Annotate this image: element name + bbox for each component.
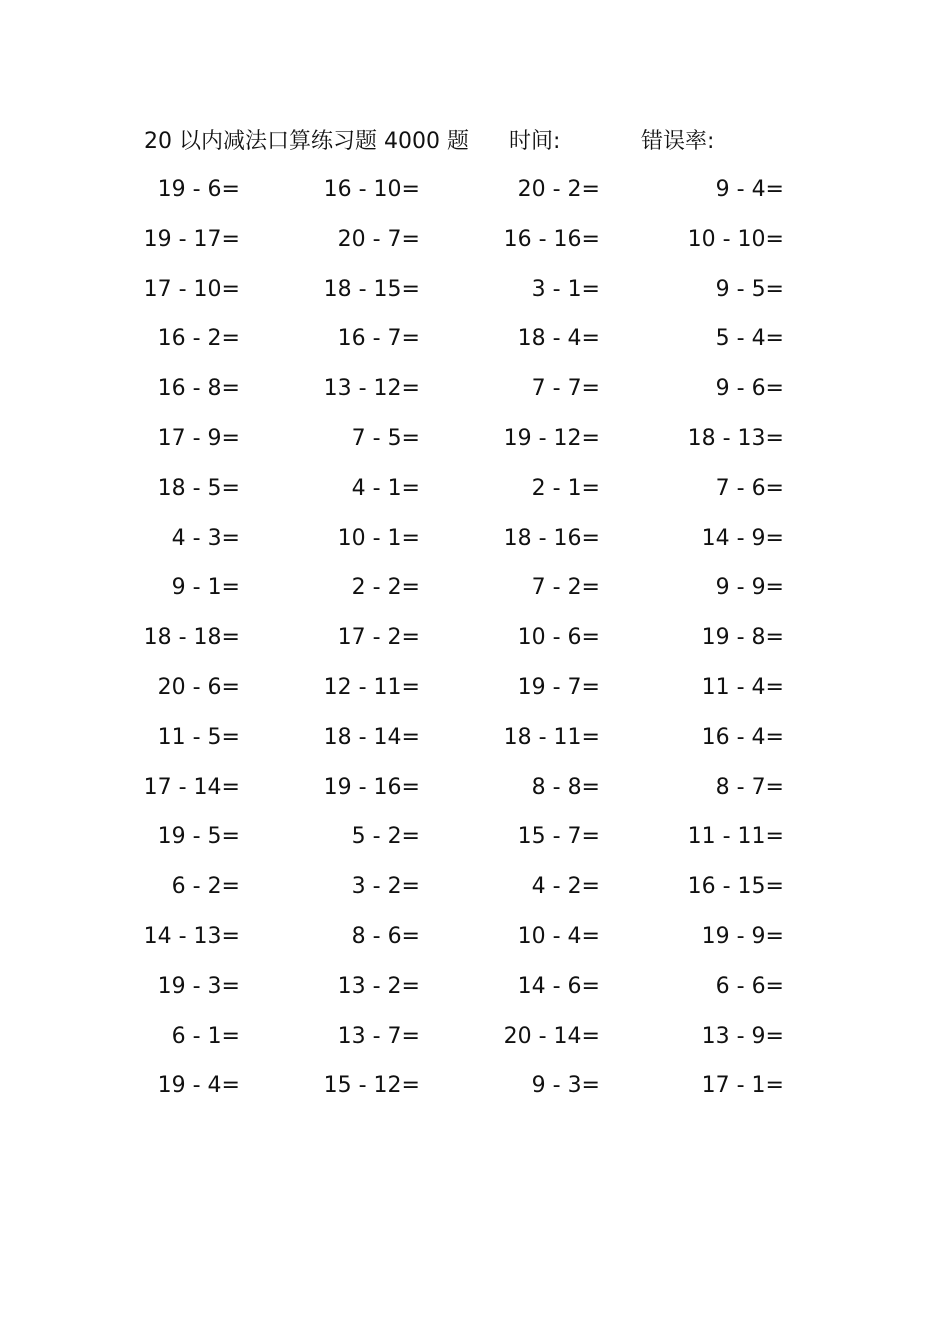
problem-row bbox=[0, 620, 950, 670]
problem-row bbox=[0, 819, 950, 869]
subtraction-problem: 17 - 10= bbox=[143, 276, 240, 302]
subtraction-problem: 8 - 7= bbox=[715, 774, 784, 800]
subtraction-problem: 19 - 6= bbox=[157, 177, 240, 202]
problem-row bbox=[0, 321, 950, 371]
problem-row bbox=[0, 471, 950, 521]
subtraction-problem: 13 - 2= bbox=[337, 973, 420, 999]
problem-row bbox=[0, 770, 950, 820]
subtraction-problem: 11 - 4= bbox=[701, 674, 784, 700]
subtraction-problem: 9 - 3= bbox=[531, 1073, 600, 1099]
subtraction-problem: 19 - 9= bbox=[701, 923, 784, 949]
problem-row bbox=[0, 222, 950, 272]
subtraction-problem: 4 - 1= bbox=[351, 475, 420, 501]
subtraction-problem: 16 - 8= bbox=[157, 376, 240, 402]
subtraction-problem: 17 - 2= bbox=[337, 625, 420, 651]
subtraction-problem: 19 - 7= bbox=[517, 674, 600, 700]
subtraction-problem: 20 - 7= bbox=[337, 226, 420, 252]
problem-row bbox=[0, 172, 950, 222]
problem-row bbox=[0, 969, 950, 1019]
subtraction-problem: 17 - 14= bbox=[143, 774, 240, 800]
subtraction-problem: 20 - 2= bbox=[517, 177, 600, 202]
subtraction-problem: 7 - 5= bbox=[351, 425, 420, 451]
subtraction-problem: 18 - 4= bbox=[517, 326, 600, 352]
subtraction-problem: 16 - 2= bbox=[157, 326, 240, 352]
subtraction-problem: 7 - 7= bbox=[531, 376, 600, 402]
subtraction-problem: 18 - 18= bbox=[143, 625, 240, 651]
subtraction-problem: 15 - 7= bbox=[517, 824, 600, 850]
subtraction-problem: 20 - 6= bbox=[157, 674, 240, 700]
subtraction-problem: 6 - 1= bbox=[171, 1023, 240, 1049]
subtraction-problem: 10 - 6= bbox=[517, 625, 600, 651]
subtraction-problem: 2 - 2= bbox=[351, 575, 420, 601]
subtraction-problem: 10 - 1= bbox=[337, 525, 420, 551]
worksheet-header bbox=[144, 124, 804, 160]
subtraction-problem: 6 - 2= bbox=[171, 874, 240, 900]
subtraction-problem: 19 - 17= bbox=[143, 226, 240, 252]
subtraction-problem: 18 - 15= bbox=[323, 276, 420, 302]
subtraction-problem: 10 - 4= bbox=[517, 923, 600, 949]
problem-row bbox=[0, 521, 950, 571]
subtraction-problem: 9 - 4= bbox=[715, 177, 784, 202]
subtraction-problem: 16 - 7= bbox=[337, 326, 420, 352]
subtraction-problem: 13 - 7= bbox=[337, 1023, 420, 1049]
subtraction-problem: 8 - 6= bbox=[351, 923, 420, 949]
worksheet-title: 20 以内减法口算练习题 4000 题 bbox=[144, 129, 469, 154]
subtraction-problem: 4 - 3= bbox=[171, 525, 240, 551]
subtraction-problem: 4 - 2= bbox=[531, 874, 600, 900]
subtraction-problem: 8 - 8= bbox=[531, 774, 600, 800]
subtraction-problem: 16 - 10= bbox=[323, 177, 420, 202]
subtraction-problem: 11 - 5= bbox=[157, 724, 240, 750]
problem-row bbox=[0, 1068, 950, 1118]
subtraction-problem: 15 - 12= bbox=[323, 1073, 420, 1099]
subtraction-problem: 7 - 6= bbox=[715, 475, 784, 501]
subtraction-problem: 16 - 4= bbox=[701, 724, 784, 750]
subtraction-problem: 20 - 14= bbox=[503, 1023, 600, 1049]
subtraction-problem: 12 - 11= bbox=[323, 674, 420, 700]
subtraction-problem: 7 - 2= bbox=[531, 575, 600, 601]
subtraction-problem: 11 - 11= bbox=[687, 824, 784, 850]
subtraction-problem: 10 - 10= bbox=[687, 226, 784, 252]
subtraction-problem: 9 - 6= bbox=[715, 376, 784, 402]
error-rate-label: 错误率: bbox=[641, 129, 715, 154]
subtraction-problem: 17 - 1= bbox=[701, 1073, 784, 1099]
subtraction-problem: 6 - 6= bbox=[715, 973, 784, 999]
problem-row bbox=[0, 869, 950, 919]
subtraction-problem: 14 - 6= bbox=[517, 973, 600, 999]
subtraction-problem: 9 - 5= bbox=[715, 276, 784, 302]
problem-row bbox=[0, 421, 950, 471]
subtraction-problem: 13 - 12= bbox=[323, 376, 420, 402]
subtraction-problem: 17 - 9= bbox=[157, 425, 240, 451]
subtraction-problem: 2 - 1= bbox=[531, 475, 600, 501]
subtraction-problem: 16 - 15= bbox=[687, 874, 784, 900]
subtraction-problem: 18 - 11= bbox=[503, 724, 600, 750]
problem-row bbox=[0, 570, 950, 620]
subtraction-problem: 19 - 5= bbox=[157, 824, 240, 850]
problem-row bbox=[0, 720, 950, 770]
subtraction-problem: 18 - 5= bbox=[157, 475, 240, 501]
problem-row bbox=[0, 371, 950, 421]
subtraction-problem: 13 - 9= bbox=[701, 1023, 784, 1049]
subtraction-problem: 14 - 13= bbox=[143, 923, 240, 949]
subtraction-problem: 18 - 14= bbox=[323, 724, 420, 750]
subtraction-problem: 5 - 4= bbox=[715, 326, 784, 352]
subtraction-problem: 19 - 3= bbox=[157, 973, 240, 999]
time-label: 时间: bbox=[509, 129, 561, 154]
subtraction-problem: 19 - 12= bbox=[503, 425, 600, 451]
subtraction-problem: 16 - 16= bbox=[503, 226, 600, 252]
subtraction-problem: 3 - 1= bbox=[531, 276, 600, 302]
problem-grid bbox=[0, 172, 950, 1118]
subtraction-problem: 18 - 16= bbox=[503, 525, 600, 551]
subtraction-problem: 9 - 9= bbox=[715, 575, 784, 601]
subtraction-problem: 19 - 16= bbox=[323, 774, 420, 800]
subtraction-problem: 9 - 1= bbox=[171, 575, 240, 601]
subtraction-problem: 3 - 2= bbox=[351, 874, 420, 900]
problem-row bbox=[0, 1019, 950, 1069]
subtraction-problem: 19 - 4= bbox=[157, 1073, 240, 1099]
subtraction-problem: 18 - 13= bbox=[687, 425, 784, 451]
subtraction-problem: 19 - 8= bbox=[701, 625, 784, 651]
subtraction-problem: 5 - 2= bbox=[351, 824, 420, 850]
problem-row bbox=[0, 272, 950, 322]
problem-row bbox=[0, 670, 950, 720]
subtraction-problem: 14 - 9= bbox=[701, 525, 784, 551]
problem-row bbox=[0, 919, 950, 969]
